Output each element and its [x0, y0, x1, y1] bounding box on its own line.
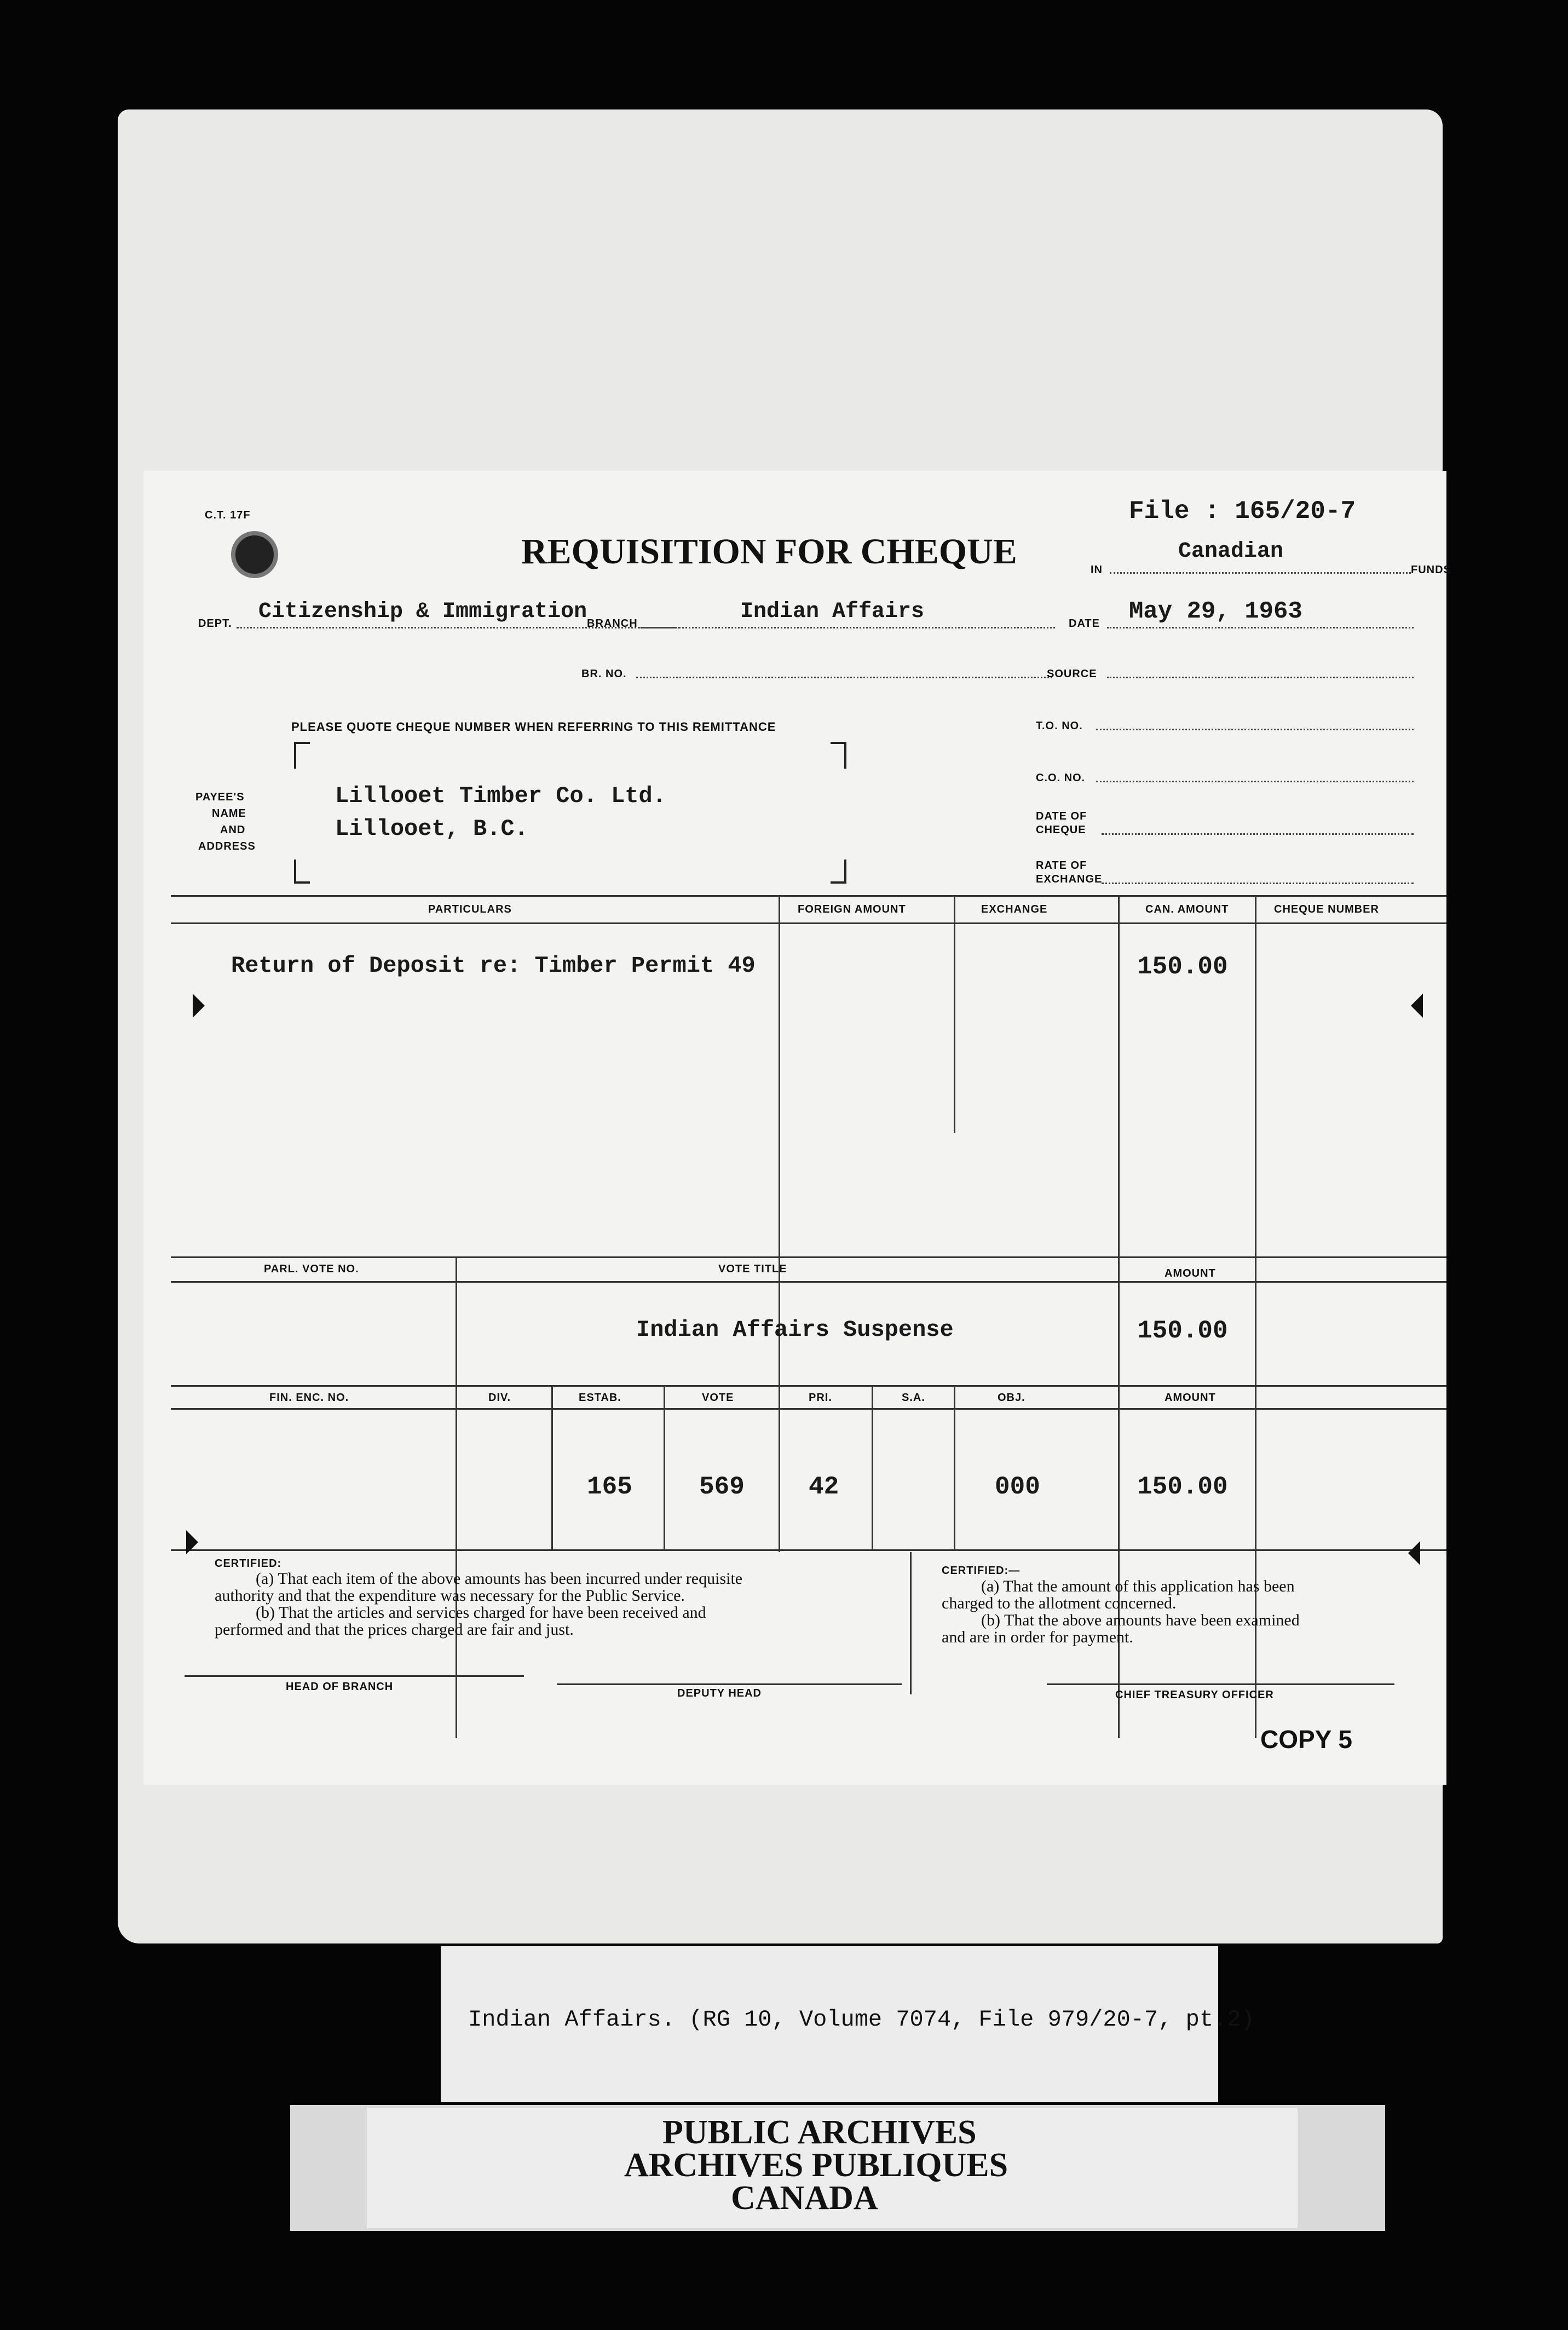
header-foreign-amount: FOREIGN AMOUNT: [798, 903, 906, 915]
date-value: May 29, 1963: [1129, 598, 1302, 625]
payee-label-address: ADDRESS: [198, 840, 256, 852]
header-estab: ESTAB.: [579, 1392, 621, 1404]
archive-label-line3: CANADA: [731, 2179, 878, 2217]
rate-of-exchange-label-2: EXCHANGE: [1036, 873, 1103, 885]
chief-treasury-officer-label: CHIEF TREASURY OFFICER: [1115, 1689, 1274, 1701]
header-particulars: PARTICULARS: [428, 903, 512, 915]
estab-value: 165: [587, 1473, 632, 1501]
vote-amount-value: 150.00: [1137, 1317, 1228, 1345]
co-no-label: C.O. NO.: [1036, 772, 1086, 784]
certified-right-b: (b) That the above amounts have been examined: [981, 1611, 1300, 1629]
right-margin-arrow-lower: [1408, 1541, 1420, 1565]
copy-label: COPY 5: [1260, 1725, 1352, 1754]
header-vote: VOTE: [702, 1392, 734, 1404]
dept-label: DEPT.: [198, 618, 232, 630]
rate-of-exchange-label: RATE OF: [1036, 860, 1087, 872]
payee-label-name: NAME: [212, 808, 246, 820]
in-label: IN: [1091, 564, 1103, 576]
archives-label-strip: [290, 2105, 1385, 2231]
dept-value: Citizenship & Immigration: [258, 599, 587, 624]
header-exchange: EXCHANGE: [981, 903, 1048, 915]
certified-left-b2: performed and that the prices charged are fair and just.: [215, 1620, 574, 1639]
header-vote-title: VOTE TITLE: [718, 1263, 787, 1275]
date-of-cheque-label: DATE OF: [1036, 810, 1087, 822]
payee-name: Lillooet Timber Co. Ltd.: [335, 783, 666, 809]
funds-label: FUNDS: [1411, 564, 1451, 576]
left-margin-arrow-lower: [186, 1530, 198, 1554]
vote-title-value: Indian Affairs Suspense: [636, 1317, 954, 1343]
payee-address: Lillooet, B.C.: [335, 816, 528, 842]
header-coding-amount: AMOUNT: [1165, 1392, 1216, 1404]
right-margin-arrow: [1411, 994, 1423, 1018]
certified-left-a2: authority and that the expenditure was necessary for the Public Service.: [215, 1587, 685, 1605]
can-amount-value: 150.00: [1137, 953, 1228, 981]
payee-label: PAYEE'S: [195, 791, 245, 803]
coding-amount-value: 150.00: [1137, 1473, 1228, 1501]
certified-right-heading: CERTIFIED:—: [942, 1565, 1021, 1577]
archive-caption: Indian Affairs. (RG 10, Volume 7074, File 979/20-7, pt.2): [468, 2006, 1255, 2033]
certified-right-a2: charged to the allotment concerned.: [942, 1594, 1177, 1612]
certified-left-heading: CERTIFIED:: [215, 1558, 282, 1570]
form-title: REQUISITION FOR CHEQUE: [521, 532, 1017, 572]
pri-value: 42: [809, 1473, 839, 1501]
payee-label-and: AND: [220, 824, 246, 836]
form-code: C.T. 17F: [205, 509, 251, 521]
head-of-branch-label: HEAD OF BRANCH: [286, 1681, 394, 1693]
header-pri: PRI.: [809, 1392, 832, 1404]
obj-value: 000: [995, 1473, 1040, 1501]
branch-value: Indian Affairs: [740, 599, 925, 624]
funds-value: Canadian: [1178, 539, 1284, 564]
cheque-requisition-form: [143, 471, 1451, 1785]
header-div: DIV.: [488, 1392, 511, 1404]
deputy-head-label: DEPUTY HEAD: [677, 1687, 762, 1699]
archive-label-line1: PUBLIC ARCHIVES: [662, 2114, 977, 2151]
certified-right-a: (a) That the amount of this application has been: [981, 1577, 1295, 1595]
quote-notice: PLEASE QUOTE CHEQUE NUMBER WHEN REFERRING TO THIS REMITTANCE: [291, 720, 776, 734]
particular-description: Return of Deposit re: Timber Permit 49: [231, 953, 756, 979]
br-no-label: BR. NO.: [581, 668, 627, 680]
archive-caption-strip: [441, 1946, 1255, 2102]
source-label: SOURCE: [1047, 668, 1097, 680]
file-reference: File : 165/20-7: [1129, 497, 1356, 526]
left-margin-arrow: [193, 994, 205, 1018]
header-fin-enc-no: FIN. ENC. NO.: [269, 1392, 349, 1404]
punch-hole: [231, 531, 278, 578]
date-label: DATE: [1069, 618, 1100, 630]
certified-right-b2: and are in order for payment.: [942, 1628, 1133, 1646]
vote-value: 569: [699, 1473, 745, 1501]
header-parl-vote-no: PARL. VOTE NO.: [264, 1263, 359, 1275]
archive-label-line2: ARCHIVES PUBLIQUES: [624, 2147, 1008, 2184]
header-vote-amount: AMOUNT: [1165, 1267, 1216, 1279]
certified-left-b: (b) That the articles and services charged for have been received and: [256, 1604, 706, 1622]
header-obj: OBJ.: [998, 1392, 1025, 1404]
header-can-amount: CAN. AMOUNT: [1145, 903, 1229, 915]
certified-left-a: (a) That each item of the above amounts has been incurred under requisite: [256, 1570, 743, 1588]
date-of-cheque-label-2: CHEQUE: [1036, 824, 1086, 836]
to-no-label: T.O. NO.: [1036, 720, 1083, 732]
branch-label: BRANCH: [587, 618, 638, 630]
header-sa: S.A.: [902, 1392, 925, 1404]
header-cheque-number: CHEQUE NUMBER: [1274, 903, 1379, 915]
